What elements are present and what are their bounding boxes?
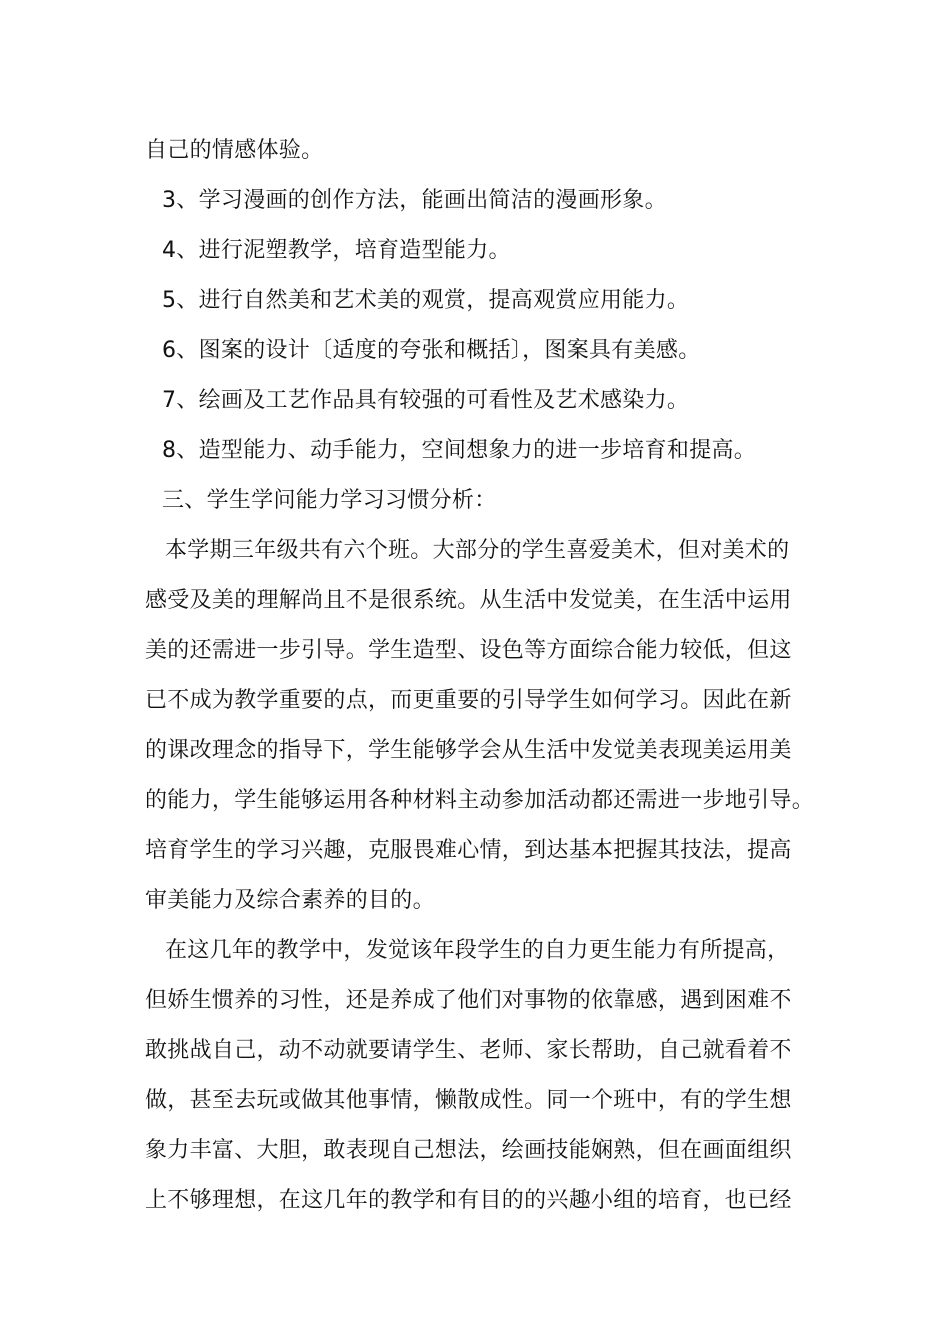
list-item: 5、进行自然美和艺术美的观赏，提高观赏应用能力。 bbox=[162, 288, 690, 313]
paragraph-line: 象力丰富、大胆，敢表现自己想法，绘画技能娴熟，但在画面组织 bbox=[145, 1138, 792, 1163]
list-item: 8、造型能力、动手能力，空间想象力的进一步培育和提高。 bbox=[162, 438, 757, 463]
list-item: 6、图案的设计〔适度的夸张和概括〕，图案具有美感。 bbox=[162, 338, 701, 363]
paragraph-line: 在这几年的教学中，发觉该年段学生的自力更生能力有所提高， bbox=[165, 938, 790, 963]
paragraph-line: 美的还需进一步引导。学生造型、设色等方面综合能力较低，但这 bbox=[145, 638, 792, 663]
paragraph-line: 已不成为教学重要的点，而更重要的引导学生如何学习。因此在新 bbox=[145, 688, 792, 713]
section-heading: 三、学生学问能力学习习惯分析： bbox=[162, 488, 497, 513]
paragraph-line: 但娇生惯养的习性，还是养成了他们对事物的依靠感，遇到困难不 bbox=[145, 988, 792, 1013]
list-item: 7、绘画及工艺作品具有较强的可看性及艺术感染力。 bbox=[162, 388, 690, 413]
paragraph-line: 的能力，学生能够运用各种材料主动参加活动都还需进一步地引导。 bbox=[145, 788, 815, 813]
list-item: 3、学习漫画的创作方法，能画出简洁的漫画形象。 bbox=[162, 188, 667, 213]
list-item: 4、进行泥塑教学，培育造型能力。 bbox=[162, 238, 511, 263]
paragraph-line: 的课改理念的指导下，学生能够学会从生活中发觉美表现美运用美 bbox=[145, 738, 792, 763]
text-line: 自己的情感体验。 bbox=[145, 138, 324, 163]
paragraph-line: 做，甚至去玩或做其他事情，懒散成性。同一个班中，有的学生想 bbox=[145, 1088, 792, 1113]
paragraph-line: 审美能力及综合素养的目的。 bbox=[145, 888, 435, 913]
paragraph-line: 敢挑战自己，动不动就要请学生、老师、家长帮助，自己就看着不 bbox=[145, 1038, 792, 1063]
paragraph-line: 感受及美的理解尚且不是很系统。从生活中发觉美，在生活中运用 bbox=[145, 588, 792, 613]
paragraph-line: 本学期三年级共有六个班。大部分的学生喜爱美术，但对美术的 bbox=[165, 538, 790, 563]
paragraph-line: 培育学生的学习兴趣，克服畏难心情，到达基本把握其技法，提高 bbox=[145, 838, 792, 863]
paragraph-line: 上不够理想，在这几年的教学和有目的的兴趣小组的培育，也已经 bbox=[145, 1188, 792, 1213]
